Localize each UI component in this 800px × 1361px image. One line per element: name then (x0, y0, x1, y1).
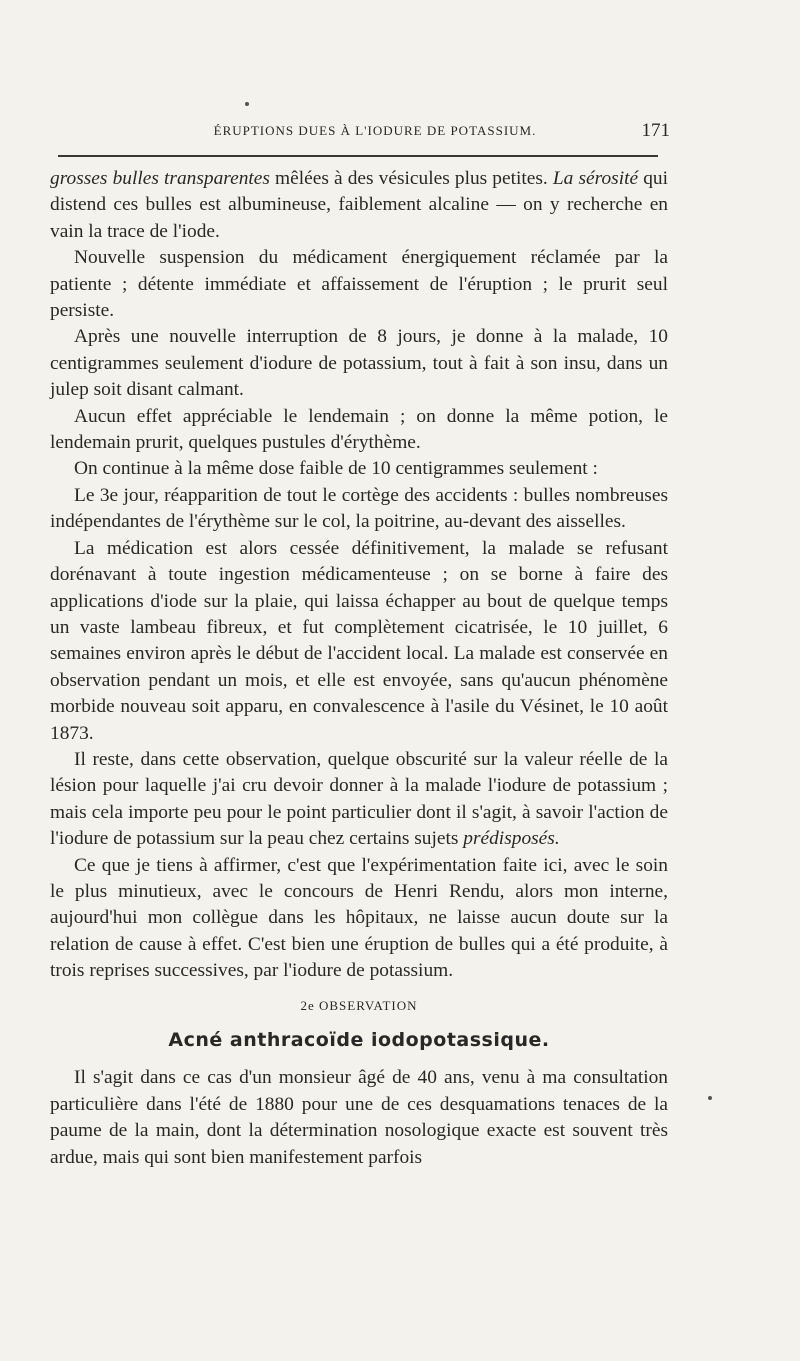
paragraph: Le 3e jour, réapparition de tout le cortège des accidents : bulles nombreuses indépendantes de l'érythème sur le col, la poitrine, au-devant des aisselles. (50, 484, 668, 533)
italic-text: La sérosité (552, 168, 639, 189)
running-head (50, 120, 670, 141)
paragraph-text: qui distend ces bulles est albumineuse, faiblement alcaline — on y recherche en vain la trace de l'iode. (50, 168, 668, 242)
paragraph: La médication est alors cessée définitivement, la malade se refusant dorénavant à toute ingestion médicamenteuse ; on se borne à faire des applications d'iode sur la plaie, qui laissa échapper au bout de quelque temps un vaste lambeau fibreux, et fut complètement cicatrisée, le 10 juillet, 6 semaines environ après le début de l'accident local. La malade est conservée en observation pendant un mois, et elle est envoyée, sans qu'aucun phénomène morbide nouveau soit apparu, en convalescence à l'asile du Vésinet, le 10 août 1873. (50, 537, 668, 744)
running-title: ÉRUPTIONS DUES À L'IODURE DE POTASSIUM. (213, 123, 537, 138)
paragraph: Il s'agit dans ce cas d'un monsieur âgé de 40 ans, venu à ma consultation particulière dans l'été de 1880 pour une de ces desquamations tenaces de la paume de la main, dont la détermination nosologique exacte est souvent très ardue, mais qui sont bien manifestement parfois (50, 1067, 668, 1168)
section-label: 2e OBSERVATION (300, 997, 418, 1013)
paragraph: On continue à la même dose faible de 10 centigrammes seulement : (74, 458, 598, 480)
paragraph (50, 166, 668, 245)
body-text (50, 166, 668, 1171)
paragraph: Aucun effet appréciable le lendemain ; on donne la même potion, le lendemain prurit, quelques pustules d'érythème. (50, 405, 668, 454)
italic-text: grosses bulles transparentes (50, 168, 270, 189)
paragraph: Après une nouvelle interruption de 8 jours, je donne à la malade, 10 centigrammes seulement d'iodure de potassium, tout à fait à son insu, dans un julep soit disant calmant. (50, 326, 668, 401)
paragraph-text: mêlées à des vésicules plus petites. (269, 168, 553, 189)
paragraph: Nouvelle suspension du médicament énergiquement réclamée par la patiente ; détente immédiate et affaissement de l'éruption ; le prurit seul persiste. (50, 247, 668, 322)
italic-text: prédisposés. (463, 828, 560, 850)
page-number: 171 (641, 120, 670, 141)
paragraph-text: Il reste, dans cette observation, quelque obscurité sur la valeur réelle de la lésion pour laquelle j'ai cru devoir donner à la malade l'iodure de potassium ; mais cela importe peu pour le point particulier dont il s'agit, à savoir l'action de l'iodure de potassium sur la peau chez certains sujets (50, 748, 668, 850)
speck-mark (245, 102, 249, 106)
header-rule (58, 155, 658, 157)
section-title: Acné anthracoïde iodopotassique. (168, 1029, 550, 1051)
speck-mark (708, 1096, 712, 1100)
paragraph: Ce que je tiens à affirmer, c'est que l'expérimentation faite ici, avec le soin le plus minutieux, avec le concours de Henri Rendu, alors mon interne, aujourd'hui mon collègue dans les hôpitaux, ne laisse aucun doute sur la relation de cause à effet. C'est bien une éruption de bulles qui a été produite, à trois reprises successives, par l'iodure de potassium. (50, 854, 668, 982)
paragraph (50, 747, 668, 853)
